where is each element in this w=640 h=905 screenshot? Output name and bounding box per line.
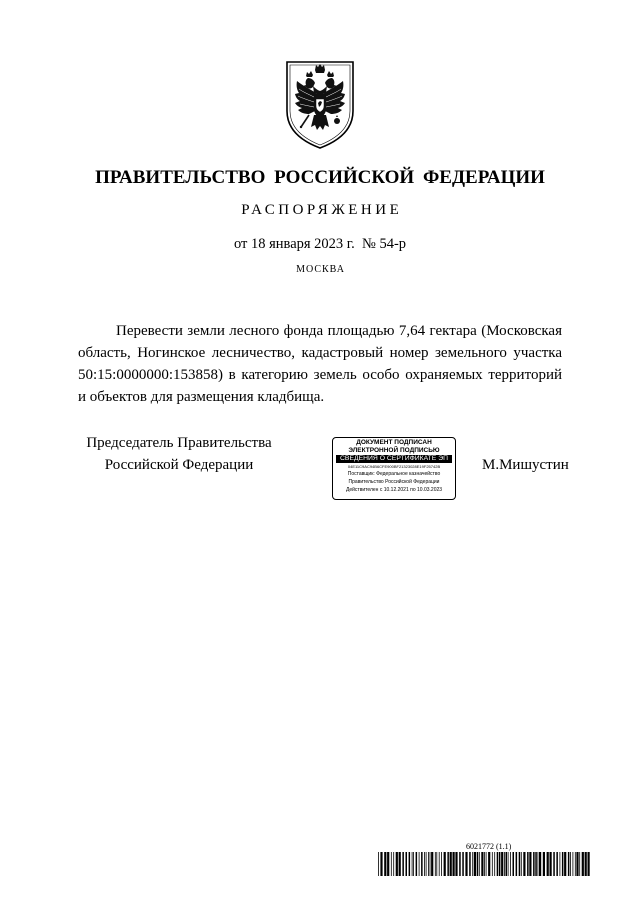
barcode-bar — [527, 852, 529, 876]
barcode-bar — [519, 852, 521, 876]
barcode-bar — [562, 852, 564, 876]
document-type: РАСПОРЯЖЕНИЕ — [241, 202, 403, 218]
barcode-bar — [393, 852, 394, 876]
barcode-bar — [539, 852, 541, 876]
barcode-bar — [484, 852, 485, 876]
signatory-position — [79, 432, 279, 476]
barcode-bar — [444, 852, 446, 876]
barcode-bar — [436, 852, 437, 876]
barcode-bar — [413, 852, 414, 876]
barcode-bar — [409, 852, 411, 876]
barcode-bar — [462, 852, 464, 876]
barcode-bar — [492, 852, 493, 876]
document-code: 6021772 (1.1) — [466, 842, 512, 851]
barcode-bar — [556, 852, 558, 876]
barcode-bar — [439, 852, 440, 876]
stamp-owner: Правительство Российской Федерации — [348, 479, 440, 485]
barcode-bar — [547, 852, 549, 876]
barcode-bar — [428, 852, 429, 876]
document-date-number: от 18 января 2023 г. № 54-р — [233, 236, 407, 252]
barcode-bar — [453, 852, 455, 876]
barcode-bar — [523, 852, 525, 876]
barcode-bar — [426, 852, 427, 876]
stamp-validity: Действителен с 10.12.2021 по 10.03.2023 — [345, 487, 443, 493]
barcode-bar — [455, 852, 457, 876]
barcode-bar — [550, 852, 552, 876]
barcode-bar — [510, 852, 511, 876]
barcode-bar — [576, 852, 578, 876]
barcode-bar — [501, 852, 503, 876]
page-title: ПРАВИТЕЛЬСТВО РОССИЙСКОЙ ФЕДЕРАЦИИ — [95, 167, 545, 188]
barcode-bar — [588, 852, 590, 876]
barcode-bar — [579, 852, 580, 876]
barcode-bar — [564, 852, 566, 876]
barcode-bar — [441, 852, 442, 876]
barcode-bar — [477, 852, 479, 876]
stamp-issuer: Поставщик: Федеральное казначейство — [347, 471, 441, 477]
barcode-bar — [406, 852, 408, 876]
barcode-bar — [424, 852, 425, 876]
electronic-signature-stamp — [332, 437, 456, 500]
barcode-bar — [570, 852, 571, 876]
barcode-bar — [497, 852, 499, 876]
barcode-bar — [459, 852, 461, 876]
barcode-bar — [568, 852, 570, 876]
barcode-bar — [481, 852, 483, 876]
barcode-bar — [412, 852, 413, 876]
barcode-bar — [521, 852, 522, 876]
coat-of-arms-icon — [284, 59, 356, 151]
barcode-bar — [533, 852, 535, 876]
barcode-bar — [543, 852, 545, 876]
barcode-bar — [516, 852, 518, 876]
barcode-bar — [529, 852, 531, 876]
barcode-bar — [402, 852, 404, 876]
barcode-bar — [435, 852, 436, 876]
barcode-bar — [553, 852, 555, 876]
barcode-bar — [450, 852, 452, 876]
barcode-bar — [575, 852, 576, 876]
barcode-bar — [416, 852, 418, 876]
barcode-bar — [384, 852, 386, 876]
barcode-bar — [488, 852, 490, 876]
barcode-bar — [380, 852, 382, 876]
body-line: Перевести земли лесного фонда площадью 7,64 гектара (Московская — [116, 323, 562, 339]
barcode-bar — [573, 852, 574, 876]
barcode-bar — [486, 852, 487, 876]
barcode-bar — [447, 852, 449, 876]
signatory-position-line2: Российской Федерации — [104, 457, 254, 473]
barcode-bar — [465, 852, 467, 876]
stamp-serial: 04E11C9AC94B6CFE900BF21323028E19F25742B — [347, 464, 441, 469]
barcode-bar — [535, 852, 537, 876]
barcode-bar — [585, 852, 587, 876]
barcode-bar — [504, 852, 505, 876]
barcode-bar — [506, 852, 508, 876]
barcode-bar — [419, 852, 420, 876]
barcode-bar — [513, 852, 515, 876]
barcode-bar — [499, 852, 501, 876]
barcode-bar — [472, 852, 473, 876]
stamp-line2: ЭЛЕКТРОННОЙ ПОДПИСЬЮ — [348, 447, 440, 454]
barcode-bar — [474, 852, 476, 876]
barcode-bar — [391, 852, 392, 876]
body-line: и объектов для размещения кладбища. — [78, 389, 325, 405]
document-body — [78, 320, 562, 408]
barcode-bar — [430, 852, 431, 876]
barcode-bar — [494, 852, 495, 876]
stamp-line1: ДОКУМЕНТ ПОДПИСАН — [356, 439, 432, 446]
document-city: МОСКВА — [296, 264, 345, 275]
barcode-bar — [431, 852, 433, 876]
barcode-bar — [399, 852, 401, 876]
barcode-bar — [479, 852, 480, 876]
barcode-bar — [396, 852, 398, 876]
body-line: область, Ногинское лесничество, кадастровый номер земельного участка — [78, 345, 562, 361]
barcode-bar — [560, 852, 561, 876]
barcode-icon — [378, 852, 590, 876]
barcode-bar — [538, 852, 539, 876]
body-line: 50:15:0000000:153858) в категорию земель особо охраняемых территорий — [78, 367, 562, 383]
barcode-bar — [508, 852, 509, 876]
barcode-bar — [387, 852, 389, 876]
signatory-position-line1: Председатель Правительства — [86, 435, 272, 451]
signatory-name: М.Мишустин — [482, 457, 569, 473]
barcode-bar — [469, 852, 471, 876]
barcode-bar — [378, 852, 379, 876]
barcode-bar — [582, 852, 584, 876]
barcode-bar — [421, 852, 423, 876]
stamp-certificate-header: СВЕДЕНИЯ О СЕРТИФИКАТЕ ЭП — [336, 455, 452, 463]
